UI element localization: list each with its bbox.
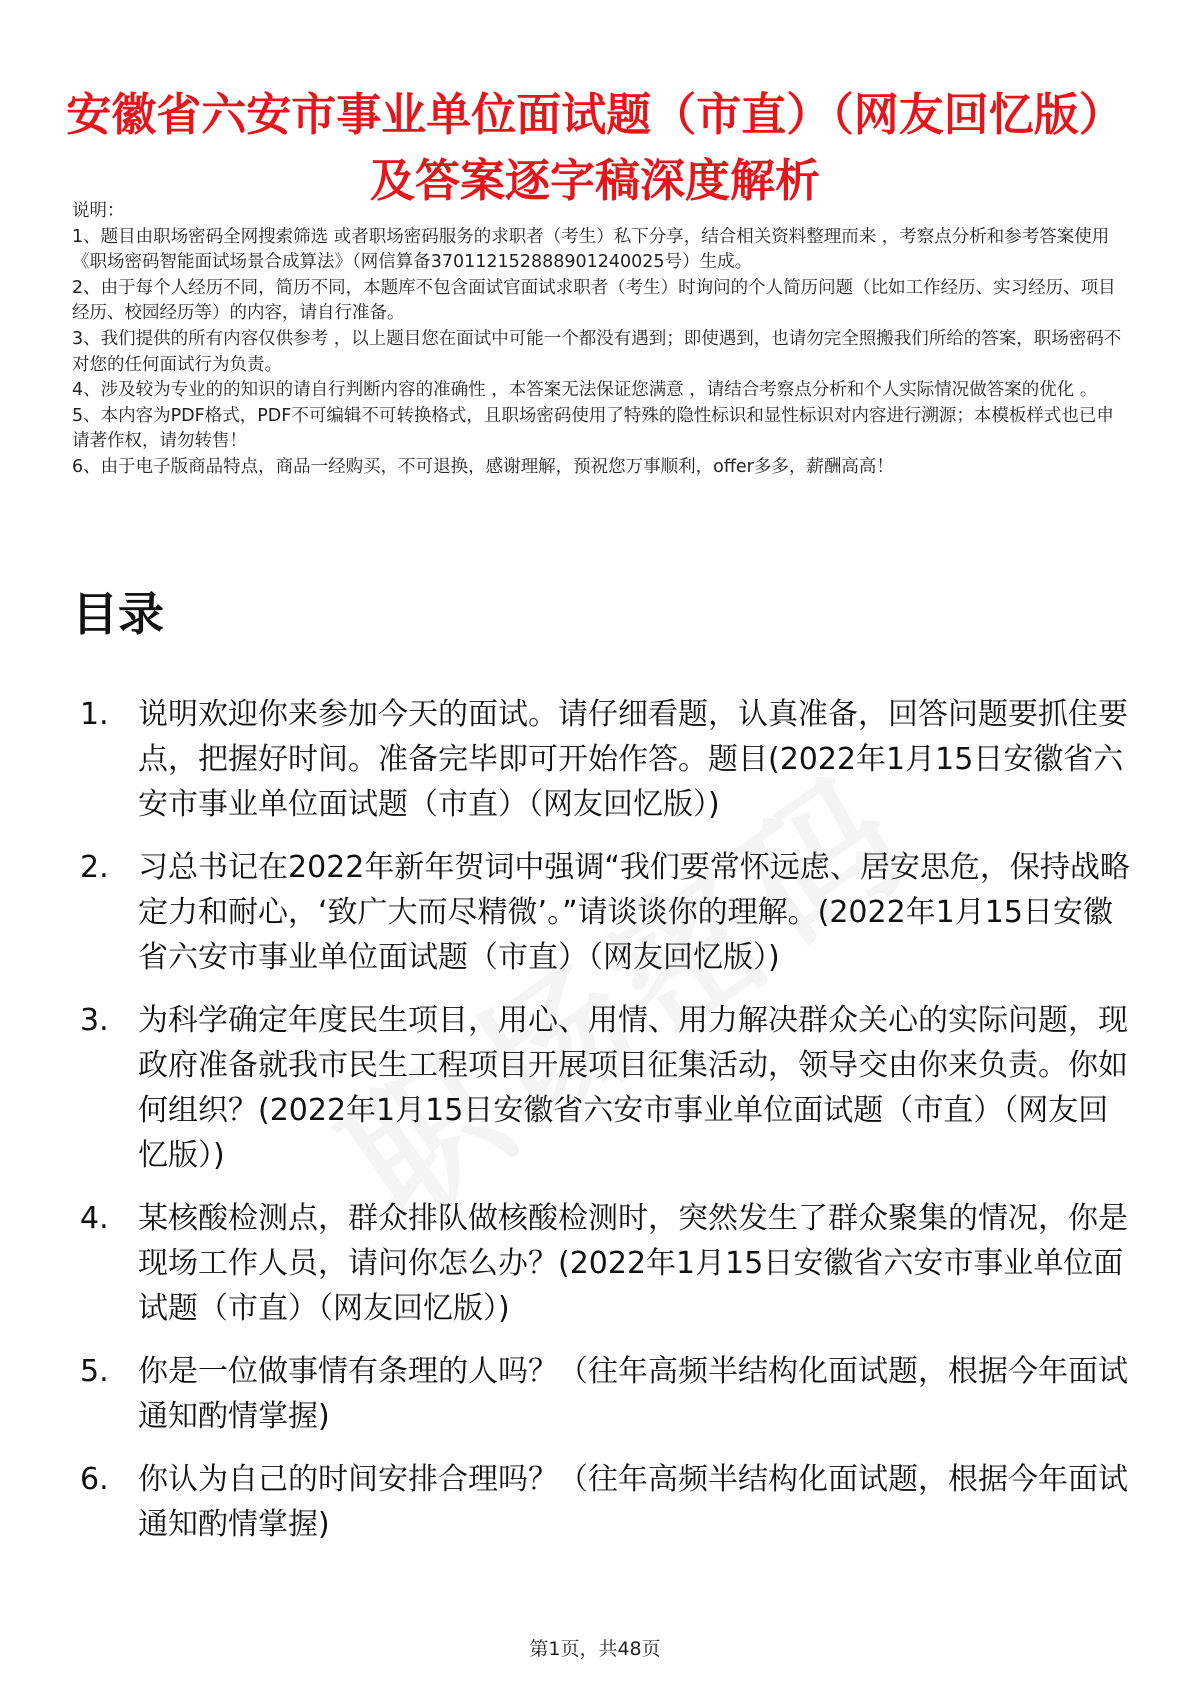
toc-item[interactable] (72, 1349, 1132, 1439)
toc-list (72, 692, 1132, 1565)
toc-item-text[interactable]: 说明欢迎你来参加今天的面试。请仔细看题，认真准备，回答问题要抓住要点，把握好时间。准备完毕即可开始作答。题目(2022年1月15日安徽省六安市事业单位面试题（市直）（网友回忆版）) (138, 697, 1128, 822)
toc-item[interactable] (72, 692, 1132, 827)
toc-item-number: 3. (80, 1003, 109, 1038)
note-item: 4、涉及较为专业的的知识的请自行判断内容的准确性 ，本答案无法保证您满意 ，请结合考察点分析和个人实际情况做答案的优化 。 (72, 380, 1098, 401)
note-item: 5、本内容为PDF格式，PDF不可编辑不可转换格式，且职场密码使用了特殊的隐性标识和显性标识对内容进行溯源；本模板样式也已申请著作权，请勿转售！ (72, 405, 1114, 452)
toc-item-text[interactable]: 为科学确定年度民生项目，用心、用情、用力解决群众关心的实际问题，现政府准备就我市民生工程项目开展项目征集活动，领导交由你来负责。你如何组织？(2022年1月15日安徽省六安市事业单位面试题（市直）（网友回忆版）) (138, 1003, 1128, 1173)
toc-heading: 目录 (72, 587, 164, 641)
note-item: 2、由于每个人经历不同，简历不同，本题库不包含面试官面试求职者（考生）时询问的个人简历问题（比如工作经历、实习经历、项目经历、校园经历等）的内容，请自行准备。 (72, 277, 1116, 324)
toc-item-number: 5. (80, 1354, 109, 1389)
note-item: 6、由于电子版商品特点，商品一经购买，不可退换，感谢理解，预祝您万事顺利，offer多多，薪酬高高！ (72, 456, 894, 477)
notes-heading: 说明： (72, 201, 125, 221)
toc-item-number: 1. (80, 697, 109, 732)
toc-item-text[interactable]: 你是一位做事情有条理的人吗？（往年高频半结构化面试题，根据今年面试通知酌情掌握) (138, 1354, 1128, 1434)
toc-item[interactable] (72, 1457, 1132, 1547)
notes-section (72, 199, 1122, 481)
toc-item-number: 4. (80, 1201, 109, 1236)
toc-item-number: 2. (80, 850, 109, 885)
toc-item[interactable] (72, 845, 1132, 980)
toc-item[interactable] (72, 998, 1132, 1178)
toc-item[interactable] (72, 1196, 1132, 1331)
toc-item-text[interactable]: 某核酸检测点，群众排队做核酸检测时，突然发生了群众聚集的情况，你是现场工作人员，请问你怎么办？(2022年1月15日安徽省六安市事业单位面试题（市直）（网友回忆版）) (138, 1201, 1128, 1326)
toc-item-number: 6. (80, 1462, 109, 1497)
page-footer: 第1页，共48页 (529, 1638, 661, 1660)
note-item: 1、题目由职场密码全网搜索筛选 或者职场密码服务的求职者（考生）私下分享，结合相关资料整理而来 ，考察点分析和参考答案使用《职场密码智能面试场景合成算法》（网信算备370112152888901240025号）生成。 (72, 226, 1110, 273)
document-title: 安徽省六安市事业单位面试题（市直）（网友回忆版）及答案逐字稿深度解析 (66, 88, 1124, 208)
note-item: 3、我们提供的所有内容仅供参考 ，以上题目您在面试中可能一个都没有遇到；即使遇到，也请勿完全照搬我们所给的答案，职场密码不对您的任何面试行为负责。 (72, 328, 1122, 375)
toc-item-text[interactable]: 习总书记在2022年新年贺词中强调“我们要常怀远虑、居安思危，保持战略定力和耐心，‘致广大而尽精微’。”请谈谈你的理解。(2022年1月15日安徽省六安市事业单位面试题（市直）（网友回忆版）) (138, 850, 1130, 975)
toc-item-text[interactable]: 你认为自己的时间安排合理吗？（往年高频半结构化面试题，根据今年面试通知酌情掌握) (138, 1462, 1128, 1542)
